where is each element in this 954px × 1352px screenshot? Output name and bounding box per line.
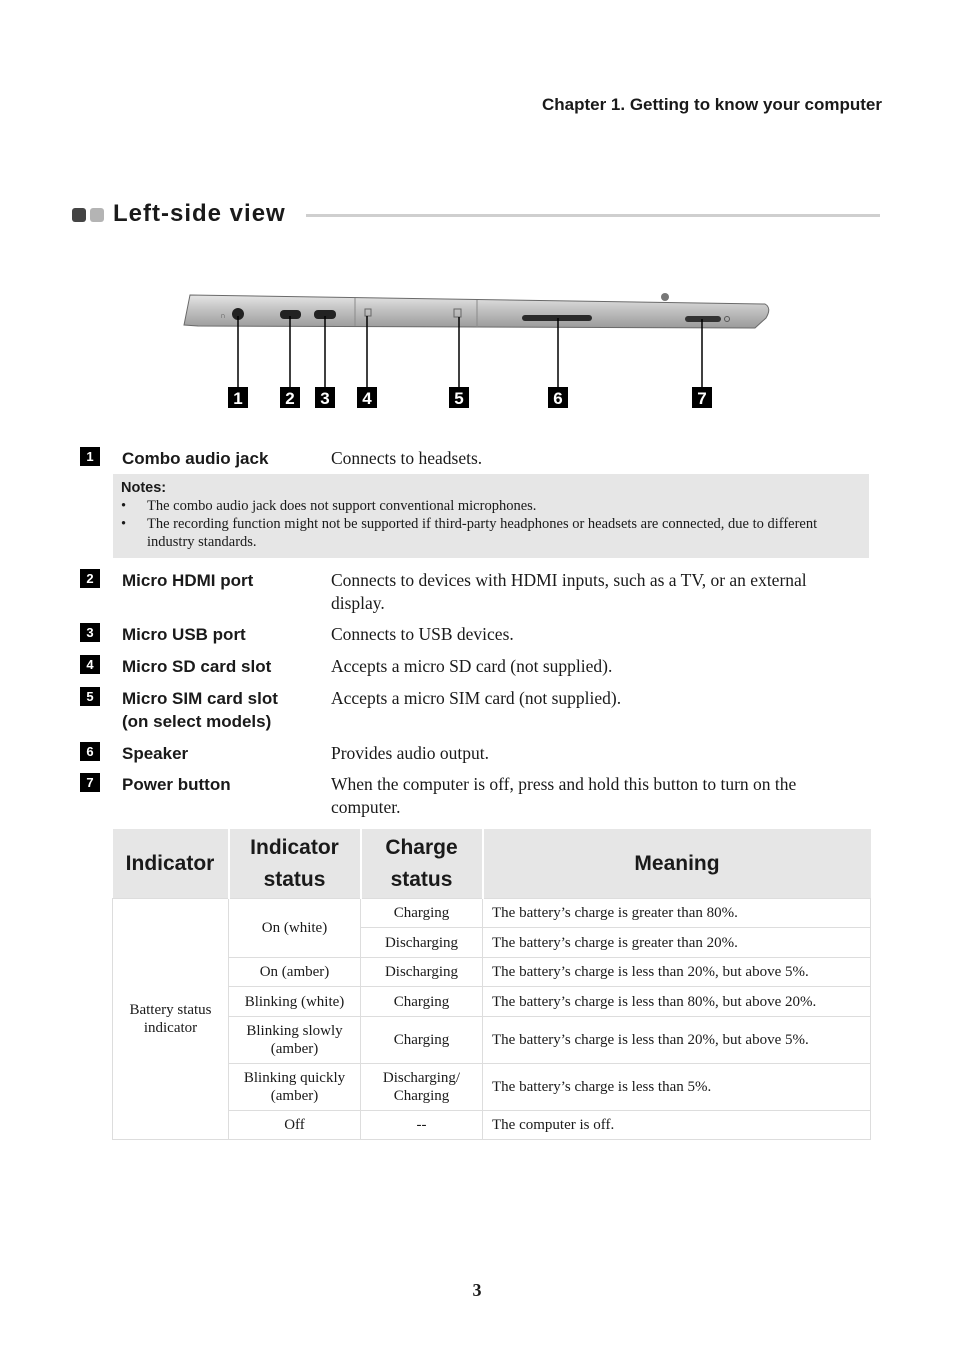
legend-description: Accepts a micro SD card (not supplied). xyxy=(331,656,613,676)
bullet-icon: • xyxy=(121,516,127,532)
headset-glyph-icon: ∩ xyxy=(220,311,226,320)
legend-description: Connects to devices with HDMI inputs, such as a TV, or an external display. xyxy=(331,570,807,613)
meaning-cell: The battery’s charge is less than 5%. xyxy=(483,1064,871,1111)
legend-name: Micro SD card slot xyxy=(122,657,272,676)
legend-number: 1 xyxy=(80,447,100,466)
legend-number: 7 xyxy=(80,773,100,792)
legend-name: Micro USB port xyxy=(122,625,246,644)
note-item xyxy=(121,497,861,515)
legend-row-1 xyxy=(80,447,870,471)
legend-name: Combo audio jack xyxy=(122,449,269,468)
callout-number: 6 xyxy=(553,389,563,408)
legend-name: Power button xyxy=(122,775,231,794)
table-row xyxy=(113,899,871,928)
status-cell: Off xyxy=(229,1111,361,1140)
indicator-cell: Battery status indicator xyxy=(113,899,229,1140)
legend-description: Connects to headsets. xyxy=(331,448,483,468)
device-body xyxy=(184,295,769,328)
status-cell: Blinking slowly (amber) xyxy=(229,1017,361,1064)
column-header: Charge status xyxy=(361,829,483,899)
charge-cell: Discharging xyxy=(361,958,483,987)
callout-number: 1 xyxy=(233,389,243,408)
charge-cell: Charging xyxy=(361,899,483,928)
notes-title: Notes: xyxy=(121,480,167,496)
legend-name: Speaker xyxy=(122,744,189,763)
legend-number: 5 xyxy=(80,687,100,706)
top-button-icon xyxy=(661,293,669,301)
meaning-cell: The battery’s charge is greater than 20%. xyxy=(483,928,871,958)
title-rule xyxy=(306,214,880,217)
callout-number: 5 xyxy=(454,389,464,408)
callout-number: 4 xyxy=(362,389,372,408)
legend-description: When the computer is off, press and hold this button to turn on the computer. xyxy=(331,774,797,817)
charge-cell: Charging xyxy=(361,1017,483,1064)
legend-row-4 xyxy=(80,655,870,679)
meaning-cell: The battery’s charge is less than 80%, but above 20%. xyxy=(483,987,871,1017)
meaning-cell: The battery’s charge is less than 20%, but above 5%. xyxy=(483,958,871,987)
chapter-header: Chapter 1. Getting to know your computer xyxy=(541,95,882,114)
column-header: Indicator xyxy=(113,829,229,899)
legend-row-2 xyxy=(80,569,870,615)
legend-row-7 xyxy=(80,773,870,819)
section-title-row xyxy=(72,200,880,232)
section-title: Left-side view xyxy=(113,200,286,227)
status-cell: Blinking quickly (amber) xyxy=(229,1064,361,1111)
legend-row-5 xyxy=(80,687,870,733)
notes-box xyxy=(113,474,869,558)
note-item xyxy=(121,515,861,551)
legend-description: Accepts a micro SIM card (not supplied). xyxy=(331,688,622,708)
status-cell: Blinking (white) xyxy=(229,987,361,1017)
speaker-grille-icon xyxy=(522,315,592,321)
charge-cell: -- xyxy=(361,1111,483,1140)
battery-indicator-table xyxy=(112,829,871,1140)
charge-cell: Discharging/ Charging xyxy=(361,1064,483,1111)
meaning-cell: The battery’s charge is greater than 80%. xyxy=(483,899,871,928)
callout-number: 3 xyxy=(320,389,330,408)
power-button-icon xyxy=(685,316,721,322)
note-text: The recording function might not be supported if third-party headphones or headsets are connected, due to different industry standards. xyxy=(147,516,818,550)
legend-number: 4 xyxy=(80,655,100,674)
bullet-icon: • xyxy=(121,498,127,514)
meaning-cell: The computer is off. xyxy=(483,1111,871,1140)
table-header-row xyxy=(113,829,871,899)
legend-row-3 xyxy=(80,623,870,647)
callout-number: 7 xyxy=(697,389,707,408)
legend-number: 2 xyxy=(80,569,100,588)
charge-cell: Discharging xyxy=(361,928,483,958)
meaning-cell: The battery’s charge is less than 20%, but above 5%. xyxy=(483,1017,871,1064)
page-number: 3 xyxy=(472,1280,482,1300)
legend-number: 3 xyxy=(80,623,100,642)
column-header: Meaning xyxy=(483,829,871,899)
callout-group xyxy=(228,316,712,408)
legend-name: Micro SIM card slot (on select models) xyxy=(122,689,278,731)
device-left-side-figure xyxy=(180,288,780,416)
note-text: The combo audio jack does not support conventional microphones. xyxy=(147,498,537,514)
charge-cell: Charging xyxy=(361,987,483,1017)
legend-row-6 xyxy=(80,742,870,766)
legend-name: Micro HDMI port xyxy=(122,571,254,590)
callout-number: 2 xyxy=(285,389,295,408)
section-marker-light xyxy=(90,208,104,222)
section-marker-dark xyxy=(72,208,86,222)
status-cell: On (amber) xyxy=(229,958,361,987)
column-header: Indicator status xyxy=(229,829,361,899)
status-cell: On (white) xyxy=(229,899,361,958)
legend-description: Connects to USB devices. xyxy=(331,624,514,644)
legend-number: 6 xyxy=(80,742,100,761)
legend-description: Provides audio output. xyxy=(331,743,489,763)
